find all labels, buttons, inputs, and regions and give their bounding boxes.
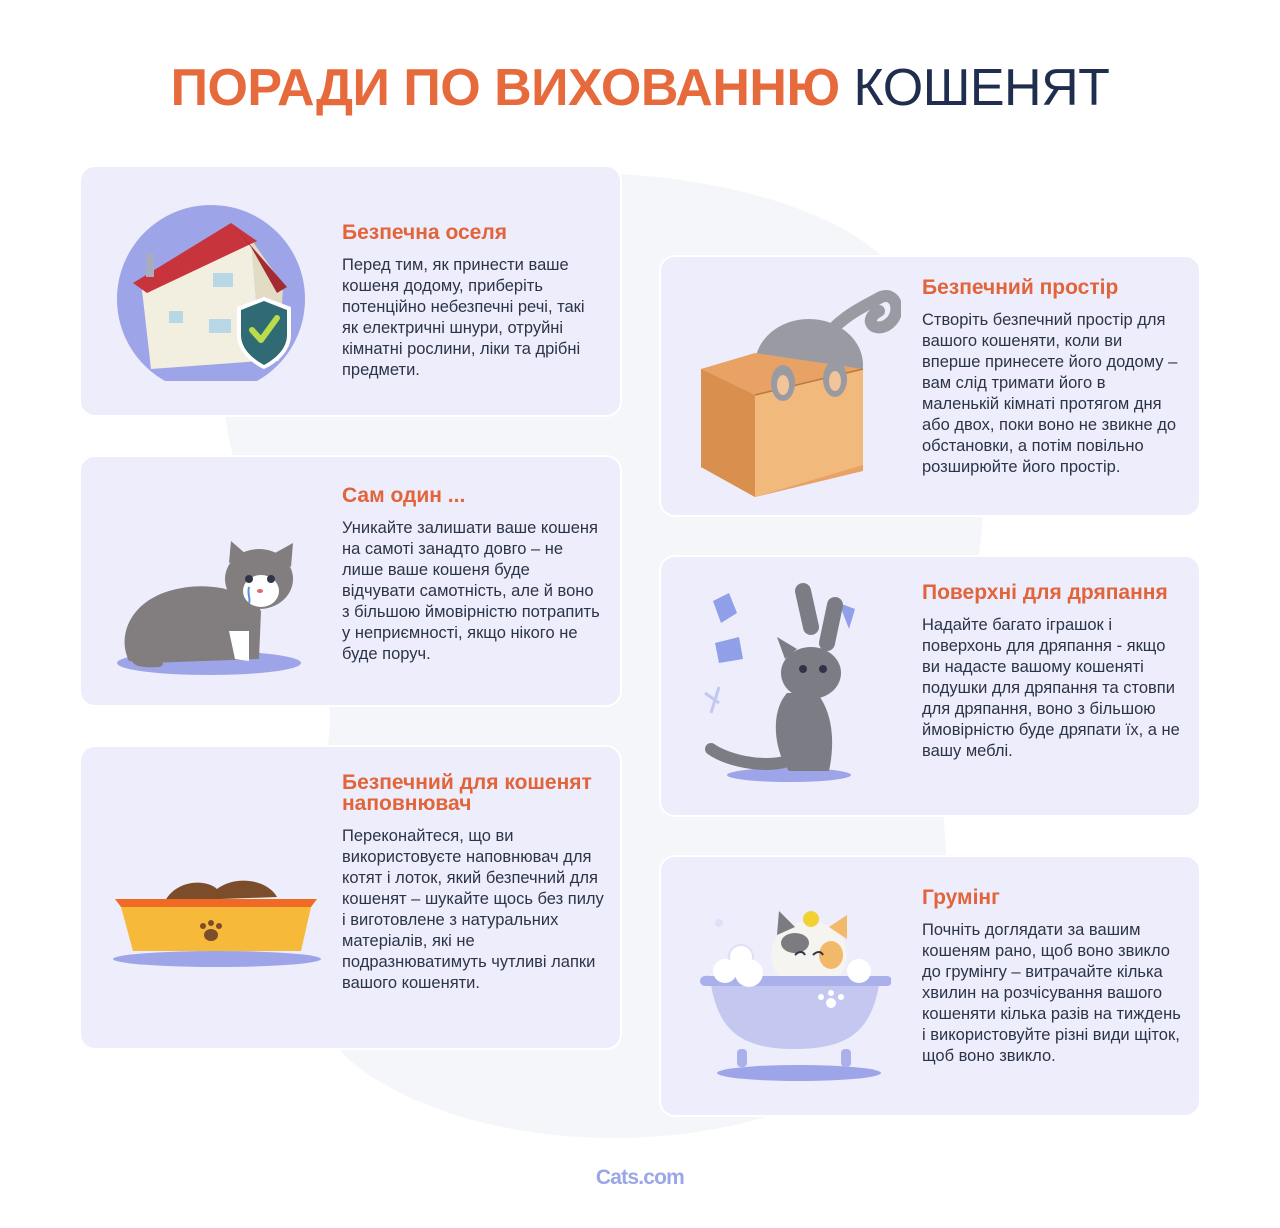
card-title: Безпечний простір <box>922 276 1119 299</box>
lonely-cat-icon <box>109 541 309 681</box>
cat-in-box-icon <box>691 273 901 503</box>
card-body: Уникайте залишати ваше кошеня на самоті занадто довго – не лише ваше кошеня буде відчувати самотність, але й воно з більшою ймовірністю потрапить у неприємності, якщо нікого не буде поруч. <box>342 519 600 663</box>
card-body: Перед тим, як принести ваше кошеня додому, приберіть потенційно небезпечні речі, такі як електричні шнури, отруйні кімнатні рослини, ліки та дрібні предмети. <box>342 256 585 379</box>
title-rest: КОШЕНЯТ <box>853 59 1110 117</box>
card-body: Почніть доглядати за вашим кошеням рано, щоб воно звикло до грумінгу – витрачайте кілька хвилин на розчісування вашого кошеняти кілька разів на тиждень і використовуйте різні види щіток, щоб воно звикло. <box>922 921 1181 1065</box>
card-body: Надайте багато іграшок і поверхонь для дряпання - якщо ви надасте вашому кошеняті подушки для дряпання та стовпи для дряпання, воно з більшою ймовірністю буде дряпати їх, а не вашу меблі. <box>922 616 1180 760</box>
title-highlight: ПОРАДИ ПО ВИХОВАННЮ <box>170 59 840 117</box>
safe-house-icon <box>111 201 311 381</box>
card-alone <box>79 455 622 707</box>
card-grooming <box>659 855 1201 1117</box>
card-title: Поверхні для дряпання <box>922 581 1168 604</box>
card-body: Створіть безпечний простір для вашого кошеняти, коли ви вперше принесете його додому – вам слід тримати його в маленькій кімнаті протягом дня або двох, поки воно не звикне до обстановки, а потім повільно розширюйте його простір. <box>922 311 1178 476</box>
card-body: Переконайтеся, що ви використовуєте наповнювач для котят і лоток, який безпечний для кошенят – шукайте щось без пилу і виготовлене з натуральних матеріалів, які не подразнюватимуть чутливі лапки вашого кошеняти. <box>342 827 604 992</box>
card-litter <box>79 745 622 1050</box>
card-title: Безпечний для кошенят наповнювач <box>342 771 592 815</box>
brand-logo: Cats.com <box>595 1166 685 1189</box>
litter-box-icon <box>107 871 327 971</box>
card-safe-space <box>659 255 1201 517</box>
page-title <box>0 58 1280 118</box>
scratching-cat-icon <box>699 583 869 787</box>
card-scratching <box>659 555 1201 817</box>
bathtub-cat-icon <box>691 899 891 1085</box>
card-title: Безпечна оселя <box>342 221 507 244</box>
card-title: Сам один ... <box>342 484 466 507</box>
card-safe-home <box>79 165 622 417</box>
card-title: Грумінг <box>922 886 1000 909</box>
